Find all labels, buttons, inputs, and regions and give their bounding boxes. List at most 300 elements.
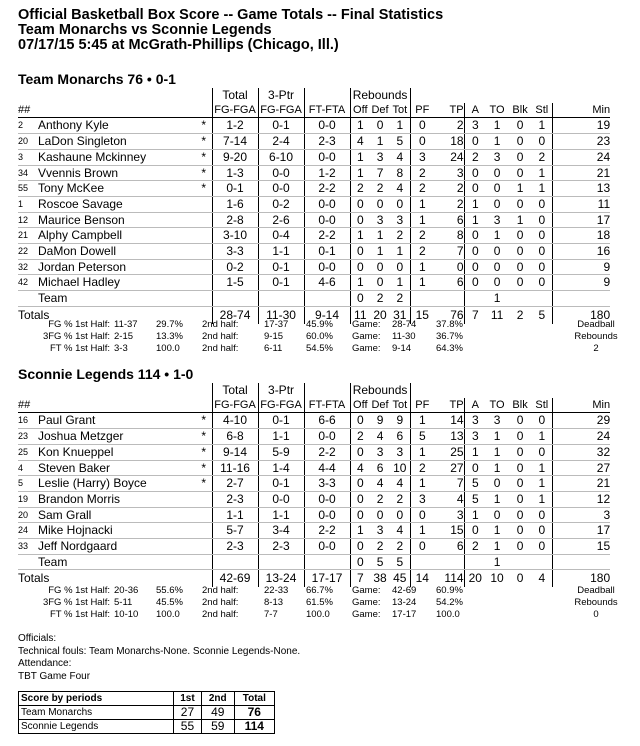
player-row xyxy=(18,212,610,228)
player-a: 3 xyxy=(464,429,486,445)
spacer xyxy=(18,88,212,103)
column-header-def: Def xyxy=(370,103,390,118)
pct-h2: 6-11 xyxy=(264,343,283,354)
player-a: 3 xyxy=(464,118,486,134)
column-header-off: Off xyxy=(350,103,370,118)
player-num: 5 xyxy=(18,476,38,492)
column-header-min: Min xyxy=(552,398,610,413)
player-fg: 1-2 xyxy=(212,118,258,134)
player-starter xyxy=(196,291,212,307)
player-off: 4 xyxy=(350,460,370,476)
player-def: 3 xyxy=(370,149,390,165)
player-fg3: 0-4 xyxy=(258,228,304,244)
team-legends-deadball xyxy=(560,585,632,621)
player-fg3: 0-0 xyxy=(258,165,304,181)
player-to: 1 xyxy=(486,444,508,460)
pct-glabel: Game: xyxy=(352,597,381,608)
player-min: 9 xyxy=(552,259,610,275)
player-tot: 0 xyxy=(390,196,410,212)
player-to: 0 xyxy=(486,507,508,523)
player-stl: 1 xyxy=(532,491,552,507)
player-stl: 2 xyxy=(532,149,552,165)
player-name: Alphy Campbell xyxy=(38,228,196,244)
column-header-def: Def xyxy=(370,398,390,413)
totals-fg3: 13-24 xyxy=(258,570,304,588)
player-blk: 0 xyxy=(508,196,532,212)
player-a: 2 xyxy=(464,539,486,555)
player-off: 1 xyxy=(350,149,370,165)
team-monarchs-deadball xyxy=(560,319,632,355)
group-header-row xyxy=(18,88,610,103)
column-header-a: A xyxy=(464,103,486,118)
player-row xyxy=(18,228,610,244)
player-fg: 2-3 xyxy=(212,491,258,507)
player-to: 0 xyxy=(486,165,508,181)
player-starter: * xyxy=(196,134,212,150)
player-pf: 2 xyxy=(410,165,434,181)
player-row xyxy=(18,275,610,291)
player-row xyxy=(18,149,610,165)
column-header-ft: FT-FTA xyxy=(304,398,350,413)
player-num: 25 xyxy=(18,444,38,460)
player-pf: 3 xyxy=(410,149,434,165)
player-blk: 0 xyxy=(508,259,532,275)
player-def: 2 xyxy=(370,539,390,555)
totals-to: 11 xyxy=(486,306,508,324)
player-ft: 0-0 xyxy=(304,118,350,134)
player-tot: 5 xyxy=(390,554,410,570)
player-tp: 14 xyxy=(434,413,464,429)
player-name: Brandon Morris xyxy=(38,491,196,507)
player-fg3: 2-3 xyxy=(258,539,304,555)
player-fg: 2-3 xyxy=(212,539,258,555)
player-row xyxy=(18,523,610,539)
pct-g: 17-17 xyxy=(392,609,417,620)
player-starter xyxy=(196,228,212,244)
player-row xyxy=(18,165,610,181)
player-fg3: 0-1 xyxy=(258,476,304,492)
player-fg3: 0-1 xyxy=(258,275,304,291)
player-a: 0 xyxy=(464,523,486,539)
player-pf: 1 xyxy=(410,444,434,460)
player-pf xyxy=(410,291,434,307)
player-num: 21 xyxy=(18,228,38,244)
player-tp: 0 xyxy=(434,259,464,275)
player-ft: 2-2 xyxy=(304,228,350,244)
totals-fg: 28-74 xyxy=(212,306,258,324)
player-to: 0 xyxy=(486,181,508,197)
player-fg: 5-7 xyxy=(212,523,258,539)
player-def: 1 xyxy=(370,228,390,244)
pct-g: 11-30 xyxy=(392,331,416,342)
player-num: 3 xyxy=(18,149,38,165)
player-name: Anthony Kyle xyxy=(38,118,196,134)
totals-blk: 2 xyxy=(508,306,532,324)
team-row xyxy=(18,291,610,307)
player-def: 2 xyxy=(370,291,390,307)
group-total-label: Total xyxy=(212,88,258,103)
player-name: Sam Grall xyxy=(38,507,196,523)
player-starter xyxy=(196,275,212,291)
player-row xyxy=(18,413,610,429)
player-off: 0 xyxy=(350,259,370,275)
header-title: Official Basketball Box Score -- Game Totals -- Final Statistics xyxy=(18,7,444,23)
player-off: 1 xyxy=(350,118,370,134)
column-header-stl: Stl xyxy=(532,103,552,118)
player-ft: 6-6 xyxy=(304,413,350,429)
player-pf: 3 xyxy=(410,491,434,507)
column-header-fg: FG-FGA xyxy=(212,103,258,118)
player-name: Joshua Metzger xyxy=(38,429,196,445)
player-stl xyxy=(532,291,552,307)
player-stl: 1 xyxy=(532,429,552,445)
pct-glabel: Game: xyxy=(352,319,381,330)
player-tp: 13 xyxy=(434,429,464,445)
player-num: 20 xyxy=(18,134,38,150)
column-header-a: A xyxy=(464,398,486,413)
player-ft: 0-0 xyxy=(304,539,350,555)
player-pf: 2 xyxy=(410,228,434,244)
column-header-spacer xyxy=(196,398,212,413)
player-blk: 0 xyxy=(508,413,532,429)
spacer xyxy=(410,383,610,398)
column-header-pf: PF xyxy=(410,398,434,413)
player-to: 1 xyxy=(486,539,508,555)
totals-a: 7 xyxy=(464,306,486,324)
pct-label: FG % 1st Half: xyxy=(48,585,110,596)
pct-g: 9-14 xyxy=(392,343,412,354)
player-tot: 1 xyxy=(390,118,410,134)
team-legends-box-table xyxy=(18,383,610,587)
player-fg: 4-10 xyxy=(212,413,258,429)
player-to: 0 xyxy=(486,275,508,291)
player-fg3: 2-4 xyxy=(258,134,304,150)
pct-h2p: 60.0% xyxy=(306,331,333,342)
player-starter: * xyxy=(196,413,212,429)
player-to: 1 xyxy=(486,134,508,150)
player-min: 29 xyxy=(552,413,610,429)
player-a: 0 xyxy=(464,228,486,244)
player-starter: * xyxy=(196,165,212,181)
player-stl: 0 xyxy=(532,523,552,539)
player-fg: 3-10 xyxy=(212,228,258,244)
player-off: 1 xyxy=(350,275,370,291)
totals-stl: 5 xyxy=(532,306,552,324)
player-num: 23 xyxy=(18,429,38,445)
pct-label: 3FG % 1st Half: xyxy=(42,331,110,342)
shooting-pct-row xyxy=(18,331,476,343)
player-num: 20 xyxy=(18,507,38,523)
periods-team: Sconnie Legends xyxy=(19,720,174,734)
pct-h2p: 100.0 xyxy=(306,609,330,620)
player-ft: 1-2 xyxy=(304,165,350,181)
player-off: 0 xyxy=(350,491,370,507)
totals-tot: 31 xyxy=(390,306,410,324)
player-to: 0 xyxy=(486,244,508,260)
column-header-spacer xyxy=(196,103,212,118)
player-name: Michael Hadley xyxy=(38,275,196,291)
pct-gp: 36.7% xyxy=(436,331,463,342)
spacer xyxy=(304,383,350,398)
player-off: 1 xyxy=(350,165,370,181)
totals-tp: 114 xyxy=(434,570,464,588)
totals-ft: 9-14 xyxy=(304,306,350,324)
player-row xyxy=(18,429,610,445)
player-tp: 6 xyxy=(434,275,464,291)
player-def: 3 xyxy=(370,444,390,460)
player-stl: 0 xyxy=(532,444,552,460)
pct-h1: 5-11 xyxy=(114,597,133,608)
player-min: 23 xyxy=(552,134,610,150)
pct-g: 13-24 xyxy=(392,597,417,608)
player-tot: 4 xyxy=(390,476,410,492)
player-min: 17 xyxy=(552,212,610,228)
player-fg3: 0-1 xyxy=(258,259,304,275)
team-row xyxy=(18,554,610,570)
player-num: 42 xyxy=(18,275,38,291)
player-blk: 0 xyxy=(508,165,532,181)
player-fg3: 6-10 xyxy=(258,149,304,165)
player-tot: 3 xyxy=(390,212,410,228)
player-fg3 xyxy=(258,554,304,570)
player-ft: 4-6 xyxy=(304,275,350,291)
column-header-row xyxy=(18,398,610,413)
player-tp: 7 xyxy=(434,476,464,492)
totals-def: 20 xyxy=(370,306,390,324)
column-header-blk: Blk xyxy=(508,103,532,118)
rebounds-label: Rebounds xyxy=(574,597,618,608)
player-tot: 0 xyxy=(390,259,410,275)
player-num: 2 xyxy=(18,118,38,134)
pct-h2: 9-15 xyxy=(264,331,284,342)
player-pf: 2 xyxy=(410,244,434,260)
player-off: 2 xyxy=(350,429,370,445)
player-a: 0 xyxy=(464,275,486,291)
player-name: Tony McKee xyxy=(38,181,196,197)
player-fg: 9-20 xyxy=(212,149,258,165)
player-min xyxy=(552,554,610,570)
player-pf: 5 xyxy=(410,429,434,445)
player-tp xyxy=(434,554,464,570)
player-blk: 0 xyxy=(508,134,532,150)
player-pf: 1 xyxy=(410,413,434,429)
player-def: 9 xyxy=(370,413,390,429)
player-fg3: 0-0 xyxy=(258,181,304,197)
periods-row xyxy=(19,706,275,720)
score-by-periods-table xyxy=(18,691,275,734)
pct-h2p: 61.5% xyxy=(306,597,333,608)
player-to: 1 xyxy=(486,491,508,507)
player-blk: 0 xyxy=(508,460,532,476)
player-a xyxy=(464,554,486,570)
player-fg xyxy=(212,291,258,307)
player-fg3 xyxy=(258,291,304,307)
player-def: 1 xyxy=(370,244,390,260)
column-header-blk: Blk xyxy=(508,398,532,413)
player-blk: 0 xyxy=(508,539,532,555)
player-row xyxy=(18,118,610,134)
player-a: 2 xyxy=(464,149,486,165)
player-a: 0 xyxy=(464,181,486,197)
player-stl: 1 xyxy=(532,460,552,476)
player-def: 2 xyxy=(370,181,390,197)
player-tot: 9 xyxy=(390,413,410,429)
player-name: Jordan Peterson xyxy=(38,259,196,275)
player-min: 16 xyxy=(552,244,610,260)
player-a: 5 xyxy=(464,476,486,492)
technical-fouls: Technical fouls: Team Monarchs-None. Sconnie Legends-None. xyxy=(18,645,301,657)
column-header-ft: FT-FTA xyxy=(304,103,350,118)
player-blk xyxy=(508,554,532,570)
player-blk: 0 xyxy=(508,429,532,445)
player-def: 4 xyxy=(370,476,390,492)
player-stl: 1 xyxy=(532,181,552,197)
player-min: 21 xyxy=(552,476,610,492)
player-tot: 2 xyxy=(390,491,410,507)
spacer xyxy=(304,88,350,103)
pct-h2: 7-7 xyxy=(264,609,278,620)
player-off: 4 xyxy=(350,134,370,150)
pct-glabel: Game: xyxy=(352,343,381,354)
player-fg3: 1-1 xyxy=(258,244,304,260)
column-header-pf: PF xyxy=(410,103,434,118)
pct-g: 28-74 xyxy=(392,319,417,330)
column-header-stl: Stl xyxy=(532,398,552,413)
totals-blk: 0 xyxy=(508,570,532,588)
player-num: 4 xyxy=(18,460,38,476)
player-fg: 6-8 xyxy=(212,429,258,445)
player-blk: 1 xyxy=(508,181,532,197)
shooting-pct-row xyxy=(18,585,476,597)
pct-h1p: 55.6% xyxy=(156,585,183,596)
player-fg3: 0-1 xyxy=(258,118,304,134)
pct-h2: 17-37 xyxy=(264,319,289,330)
team-monarchs-title: Team Monarchs 76 • 0-1 xyxy=(18,71,176,87)
player-fg: 2-7 xyxy=(212,476,258,492)
player-tp: 3 xyxy=(434,507,464,523)
player-tot: 8 xyxy=(390,165,410,181)
player-tp: 2 xyxy=(434,118,464,134)
totals-fg3: 11-30 xyxy=(258,306,304,324)
pct-h2label: 2nd half: xyxy=(202,331,239,342)
player-a: 5 xyxy=(464,491,486,507)
player-row xyxy=(18,196,610,212)
player-tot: 10 xyxy=(390,460,410,476)
player-off: 0 xyxy=(350,291,370,307)
player-def: 0 xyxy=(370,275,390,291)
period-col: 1st xyxy=(174,692,202,706)
player-pf: 1 xyxy=(410,259,434,275)
player-fg3: 1-1 xyxy=(258,507,304,523)
player-ft: 0-0 xyxy=(304,491,350,507)
player-min xyxy=(552,291,610,307)
player-off: 0 xyxy=(350,476,370,492)
player-row xyxy=(18,476,610,492)
player-tp: 7 xyxy=(434,244,464,260)
player-off: 0 xyxy=(350,539,370,555)
column-header-row xyxy=(18,103,610,118)
player-starter: * xyxy=(196,476,212,492)
player-to: 1 xyxy=(486,429,508,445)
team-monarchs-box-table xyxy=(18,88,610,324)
player-stl: 0 xyxy=(532,244,552,260)
player-to: 3 xyxy=(486,149,508,165)
player-fg: 0-2 xyxy=(212,259,258,275)
player-ft: 0-0 xyxy=(304,259,350,275)
player-row xyxy=(18,491,610,507)
player-def: 3 xyxy=(370,523,390,539)
player-fg3: 5-9 xyxy=(258,444,304,460)
player-def: 1 xyxy=(370,134,390,150)
player-pf: 0 xyxy=(410,539,434,555)
player-starter: * xyxy=(196,429,212,445)
player-blk: 0 xyxy=(508,149,532,165)
player-tot: 1 xyxy=(390,275,410,291)
player-fg: 11-16 xyxy=(212,460,258,476)
player-fg: 1-6 xyxy=(212,196,258,212)
player-a: 1 xyxy=(464,196,486,212)
player-ft xyxy=(304,554,350,570)
totals-fg: 42-69 xyxy=(212,570,258,588)
player-tp: 24 xyxy=(434,149,464,165)
deadball-label: Deadball xyxy=(577,585,615,596)
pct-label: FT % 1st Half: xyxy=(49,609,110,620)
player-num: 33 xyxy=(18,539,38,555)
pct-h2p: 45.9% xyxy=(306,319,333,330)
player-ft: 2-2 xyxy=(304,444,350,460)
player-blk: 0 xyxy=(508,523,532,539)
player-pf: 0 xyxy=(410,507,434,523)
pct-h1: 11-37 xyxy=(114,319,138,330)
pct-gp: 54.2% xyxy=(436,597,463,608)
pct-gp: 60.9% xyxy=(436,585,463,596)
totals-min: 180 xyxy=(552,306,610,324)
player-stl: 0 xyxy=(532,507,552,523)
player-fg: 1-5 xyxy=(212,275,258,291)
pct-h1: 2-15 xyxy=(114,331,134,342)
player-off: 1 xyxy=(350,523,370,539)
group-rebounds-label: Rebounds xyxy=(350,383,410,398)
player-num xyxy=(18,291,38,307)
player-fg: 2-8 xyxy=(212,212,258,228)
player-stl: 0 xyxy=(532,275,552,291)
player-tot: 0 xyxy=(390,507,410,523)
column-header-min: Min xyxy=(552,103,610,118)
player-pf: 0 xyxy=(410,134,434,150)
player-to: 1 xyxy=(486,460,508,476)
player-starter xyxy=(196,212,212,228)
pct-h1: 3-3 xyxy=(114,343,128,354)
player-tp: 4 xyxy=(434,491,464,507)
player-tot: 2 xyxy=(390,291,410,307)
player-fg: 1-1 xyxy=(212,507,258,523)
team-legends-title: Sconnie Legends 114 • 1-0 xyxy=(18,366,194,382)
pct-gp: 64.3% xyxy=(436,343,463,354)
totals-stl: 4 xyxy=(532,570,552,588)
player-min: 32 xyxy=(552,444,610,460)
player-blk: 0 xyxy=(508,244,532,260)
player-tp: 2 xyxy=(434,196,464,212)
player-min: 12 xyxy=(552,491,610,507)
totals-pf: 15 xyxy=(410,306,434,324)
player-fg: 1-3 xyxy=(212,165,258,181)
shooting-pct-row xyxy=(18,319,476,331)
player-def: 0 xyxy=(370,507,390,523)
player-pf: 1 xyxy=(410,212,434,228)
player-fg3: 0-2 xyxy=(258,196,304,212)
player-starter xyxy=(196,196,212,212)
player-row xyxy=(18,460,610,476)
